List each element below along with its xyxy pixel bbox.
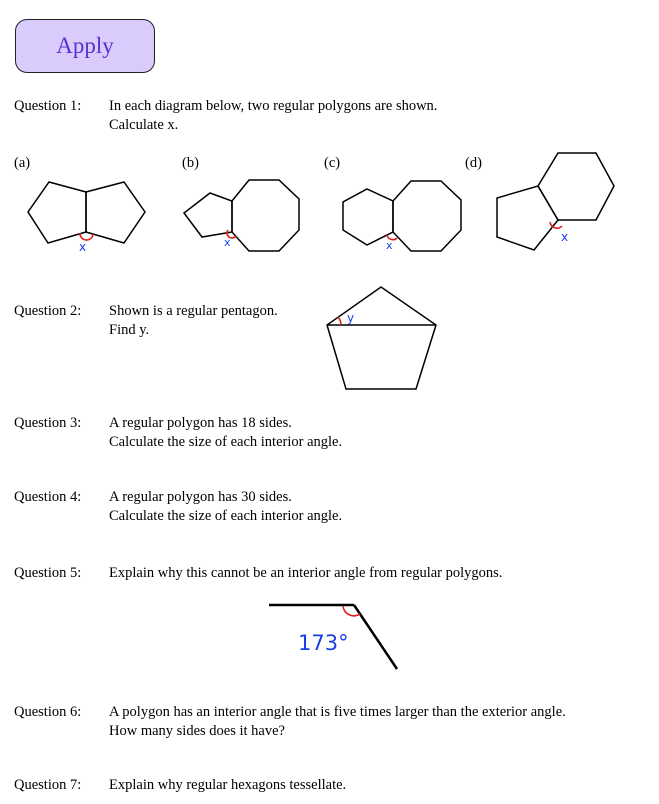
diagram-d-label: (d) (465, 155, 482, 171)
question-6-label: Question 6: (14, 704, 82, 720)
diagram-a-right-pentagon (86, 182, 145, 243)
diagram-a (28, 182, 145, 254)
diagram-d-hexagon (538, 153, 614, 220)
diagram-a-left-pentagon (28, 182, 86, 243)
question-3-line-1: A regular polygon has 18 sides. (109, 415, 292, 431)
question-6-line-2: How many sides does it have? (109, 723, 285, 739)
question-2-angle-arc (338, 317, 341, 325)
diagram-c (343, 181, 461, 252)
diagram-d-pentagon (497, 186, 558, 250)
question-2-pentagon (327, 287, 436, 389)
diagram-b-label: (b) (182, 155, 199, 171)
diagram-a-label: (a) (14, 155, 31, 171)
question-2-y-label: y (347, 311, 355, 325)
question-2-line-1: Shown is a regular pentagon. (109, 303, 278, 319)
section-title: Apply (56, 33, 114, 58)
question-1-label: Question 1: (14, 98, 82, 114)
question-2-label: Question 2: (14, 303, 82, 319)
question-5-line-1: Explain why this cannot be an interior angle from regular polygons. (109, 565, 503, 581)
diagram-b-x-label: x (224, 236, 231, 249)
question-5-label: Question 5: (14, 565, 82, 581)
question-6-text (109, 703, 566, 741)
diagram-c-label: (c) (324, 155, 341, 171)
question-1-line-2: Calculate x. (109, 117, 179, 133)
diagram-c-x-label: x (386, 239, 393, 252)
diagram-b-octagon (232, 180, 299, 251)
question-3-label: Question 3: (14, 415, 82, 431)
question-2-line-2: Find y. (109, 322, 150, 338)
question-7-label: Question 7: (14, 777, 82, 793)
question-6-line-1: A polygon has an interior angle that is five times larger than the exterior angle. (109, 704, 566, 720)
question-4-text (109, 488, 342, 526)
question-2-text (109, 302, 278, 340)
diagram-a-x-label: x (79, 240, 87, 254)
question-3-line-2: Calculate the size of each interior angle. (109, 434, 343, 450)
question-4-line-1: A regular polygon has 30 sides. (109, 489, 292, 505)
diagram-b-pentagon (184, 193, 232, 237)
question-5-diagram (269, 605, 397, 669)
diagram-c-octagon (393, 181, 461, 251)
question-5-angle-label: 173° (298, 631, 349, 655)
diagram-c-hexagon (343, 189, 393, 245)
question-4-label: Question 4: (14, 489, 82, 505)
diagram-b (184, 180, 299, 251)
question-5-text (109, 564, 502, 583)
question-1-line-1: In each diagram below, two regular polygons are shown. (109, 98, 438, 114)
question-7-line-1: Explain why regular hexagons tessellate. (109, 777, 347, 793)
question-4-line-2: Calculate the size of each interior angle. (109, 508, 343, 524)
question-2-diagram (327, 287, 436, 389)
diagram-d-x-label: x (561, 230, 569, 244)
question-7-text (109, 776, 346, 795)
question-5-slanted-ray (354, 605, 397, 669)
question-3-text (109, 414, 342, 452)
diagram-d (497, 153, 614, 250)
